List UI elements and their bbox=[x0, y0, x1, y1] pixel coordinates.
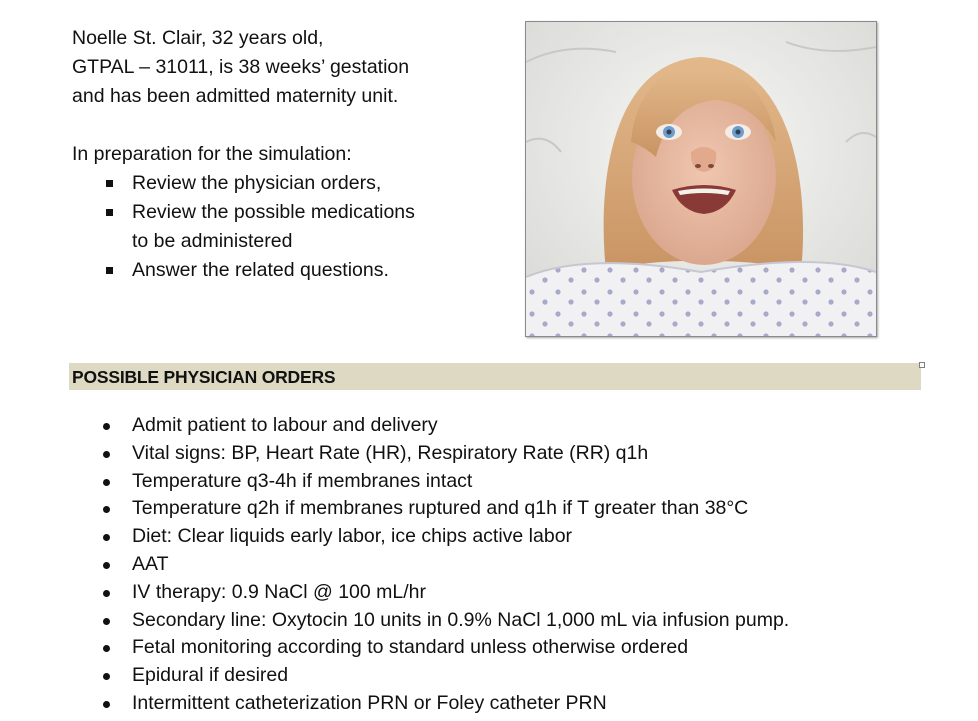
patient-intro bbox=[72, 24, 512, 285]
order-item: Fetal monitoring according to standard unless otherwise ordered bbox=[72, 634, 952, 662]
section-title: POSSIBLE PHYSICIAN ORDERS bbox=[72, 367, 336, 387]
order-item: IV therapy: 0.9 NaCl @ 100 mL/hr bbox=[72, 579, 952, 607]
resize-handle-icon[interactable] bbox=[919, 362, 925, 368]
prep-list bbox=[72, 169, 512, 285]
patient-simulator-photo bbox=[525, 21, 877, 337]
prep-item bbox=[72, 256, 512, 285]
order-item: Epidural if desired bbox=[72, 662, 952, 690]
section-header bbox=[69, 363, 921, 390]
order-item: Vital signs: BP, Heart Rate (HR), Respiratory Rate (RR) q1h bbox=[72, 440, 952, 468]
order-item: Secondary line: Oxytocin 10 units in 0.9% NaCl 1,000 mL via infusion pump. bbox=[72, 607, 952, 635]
order-item: Temperature q2h if membranes ruptured and q1h if T greater than 38°C bbox=[72, 495, 952, 523]
order-item: AAT bbox=[72, 551, 952, 579]
order-item: Diet: Clear liquids early labor, ice chips active labor bbox=[72, 523, 952, 551]
prep-item-text: to be administered bbox=[132, 230, 293, 252]
prep-item-text: Answer the related questions. bbox=[132, 259, 389, 281]
order-item: Intermittent catheterization PRN or Foley catheter PRN bbox=[72, 690, 952, 718]
intro-line: and has been admitted maternity unit. bbox=[72, 85, 399, 107]
prep-item bbox=[72, 169, 512, 198]
order-item: Admit patient to labour and delivery bbox=[72, 412, 952, 440]
patient-description bbox=[72, 24, 512, 111]
prep-item bbox=[72, 198, 512, 256]
intro-line: Noelle St. Clair, 32 years old, bbox=[72, 27, 324, 49]
mannequin-illustration bbox=[526, 22, 876, 336]
prep-heading: In preparation for the simulation: bbox=[72, 143, 352, 165]
order-item: Temperature q3-4h if membranes intact bbox=[72, 468, 952, 496]
physician-orders-list bbox=[72, 412, 952, 718]
intro-line: GTPAL – 31011, is 38 weeks’ gestation bbox=[72, 56, 410, 78]
prep-item-text: Review the possible medications bbox=[132, 201, 415, 223]
prep-item-text: Review the physician orders, bbox=[132, 172, 382, 194]
